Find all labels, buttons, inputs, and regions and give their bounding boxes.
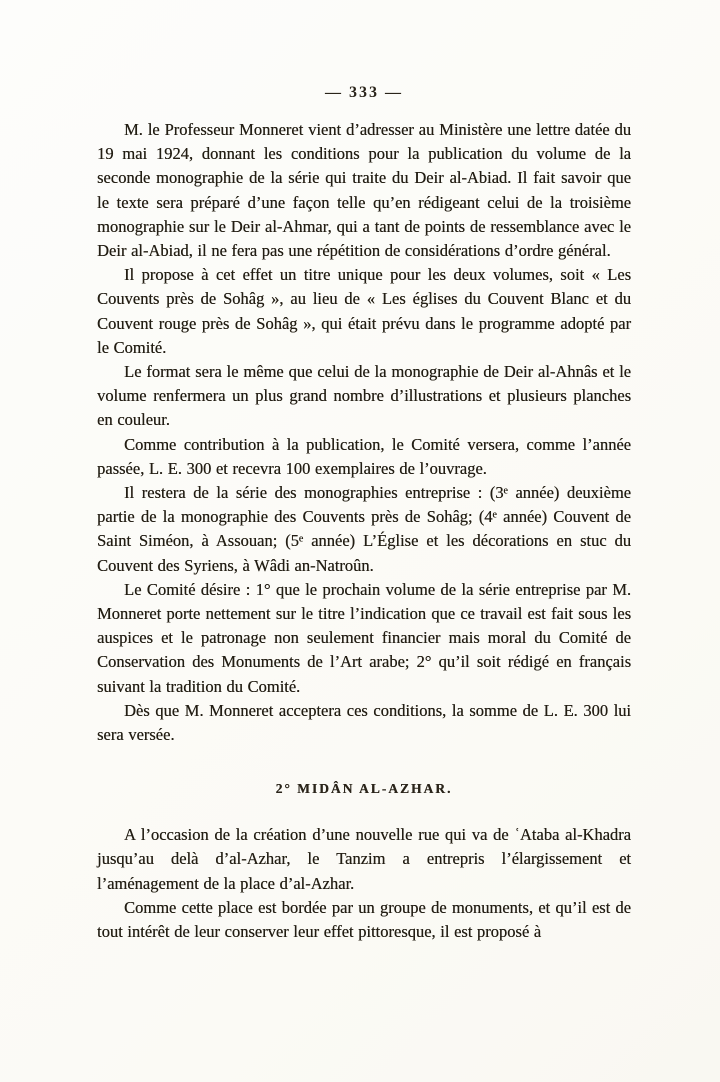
paragraph-contribution: Comme contribution à la publication, le Comité versera, comme l’année passée, L. E. 300 et recevra 100 exemplaires de l’ouvrage. <box>97 434 631 478</box>
page-content <box>97 84 631 944</box>
paragraph-series-remaining: Il restera de la série des monographies entreprise : (3ᵉ année) deuxième partie de la monographie des Couvents près de Sohâg; (4ᵉ année) Couvent de Saint Siméon, à Assouan; (5ᵉ année) L’Église et les décorations en stuc du Couvent des Syriens, à Wâdi an-Natroûn. <box>97 483 631 575</box>
section-heading-midan-al-azhar: 2° MIDÂN AL-AZHAR. <box>275 781 453 797</box>
paragraph-monuments-border: Comme cette place est bordée par un groupe de monuments, et qu’il est de tout intérêt de leur conserver leur effet pittoresque, il est proposé à <box>97 897 631 942</box>
paragraph-new-street: A l’occasion de la création d’une nouvelle rue qui va de ʿAtaba al-Khadra jusqu’au delà d’al-Azhar, le Tanzim a entrepris l’élargissement et l’aménagement de la place d’al-Azhar. <box>97 825 631 893</box>
page-number: — 333 — <box>325 84 403 101</box>
paragraph-monneret-letter: M. le Professeur Monneret vient d’adresser au Ministère une lettre datée du 19 mai 1924, donnant les conditions pour la publication du volume de la seconde monographie de la série qui traite du Deir al-Abiad. Il fait savoir que le texte sera préparé d’une façon telle qu’en rédigeant celui de la troisième monographie sur le Deir al-Ahmar, qui a tant de points de ressemblance avec le Deir al-Abiad, il ne fera pas une répétition de considérations d’ordre général. <box>97 120 631 261</box>
paragraph-format: Le format sera le même que celui de la monographie de Deir al-Ahnâs et le volume renfermera un plus grand nombre d’illustrations et plusieurs planches en couleur. <box>97 362 631 430</box>
paragraph-acceptance: Dès que M. Monneret acceptera ces conditions, la somme de L. E. 300 lui sera versée. <box>97 700 631 745</box>
paragraph-comite-conditions: Le Comité désire : 1° que le prochain volume de la série entreprise par M. Monneret porte nettement sur le titre l’indication que ce travail est fait sous les auspices et le patronage non seulement financier mais moral du Comité de Conservation des Monuments de l’Art arabe; 2° qu’il soit rédigé en français suivant la tradition du Comité. <box>97 579 631 696</box>
paragraph-title-proposal: Il propose à cet effet un titre unique pour les deux volumes, soit « Les Couvents près de Sohâg », au lieu de « Les églises du Couvent Blanc et du Couvent rouge près de Sohâg », qui était prévu dans le programme adopté par le Comité. <box>97 265 631 357</box>
